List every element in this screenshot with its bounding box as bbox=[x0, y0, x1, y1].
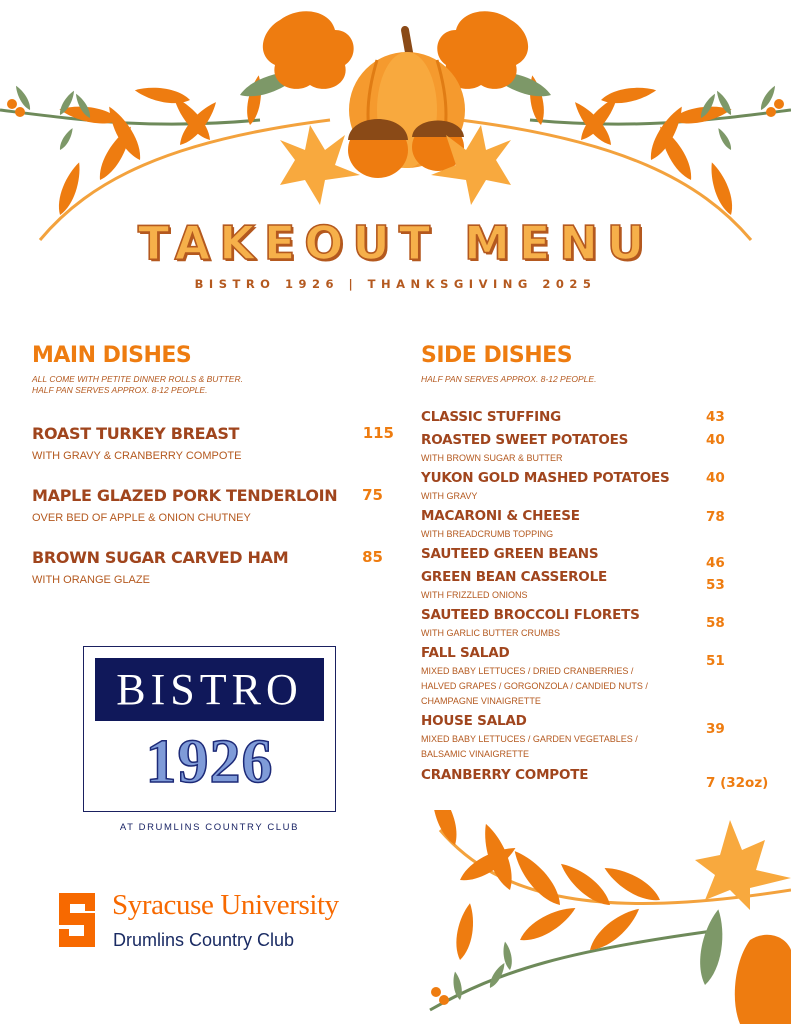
dish-description: WITH GRAVY bbox=[421, 491, 478, 501]
dish-name: ROAST TURKEY BREAST bbox=[32, 424, 240, 443]
bistro-logo-caption: AT DRUMLINS COUNTRY CLUB bbox=[119, 822, 300, 833]
dish-description: WITH FRIZZLED ONIONS bbox=[421, 590, 528, 600]
bistro-1926-logo bbox=[83, 646, 336, 812]
dish-description: WITH GARLIC BUTTER CRUMBS bbox=[421, 628, 561, 638]
drumlins-club-name: Drumlins Country Club bbox=[113, 930, 295, 950]
dish-name: BROWN SUGAR CARVED HAM bbox=[32, 548, 289, 567]
dish-price: 51 bbox=[706, 653, 725, 669]
dish-price: 39 bbox=[706, 721, 725, 737]
dish-name: CLASSIC STUFFING bbox=[421, 409, 561, 425]
dish-name: MACARONI & CHEESE bbox=[421, 508, 580, 524]
dish-price: 58 bbox=[706, 615, 725, 631]
dish-price: 40 bbox=[706, 470, 725, 486]
description-line: HALVED GRAPES / GORGONZOLA / CANDIED NUTS / bbox=[421, 681, 648, 691]
description-line: BALSAMIC VINAIGRETTE bbox=[421, 749, 530, 759]
dish-price: 40 bbox=[706, 432, 725, 448]
dish-name: MAPLE GLAZED PORK TENDERLOIN bbox=[32, 486, 338, 505]
page-subtitle: BISTRO 1926 | THANKSGIVING 2025 bbox=[194, 277, 597, 291]
bistro-logo-word: BISTRO bbox=[95, 658, 324, 721]
description-line: MIXED BABY LETTUCES / DRIED CRANBERRIES / bbox=[421, 666, 634, 676]
main-dishes-note-line: HALF PAN SERVES APPROX. 8-12 PEOPLE. bbox=[32, 385, 208, 395]
dish-name: ROASTED SWEET POTATOES bbox=[421, 432, 629, 448]
dish-price: 7 (32oz) bbox=[706, 775, 769, 791]
main-dishes-note bbox=[32, 374, 243, 396]
dish-price: 78 bbox=[706, 509, 725, 525]
page-title: TAKEOUT MENU bbox=[137, 216, 654, 270]
dish-name: HOUSE SALAD bbox=[421, 713, 527, 729]
syracuse-university-name: Syracuse University bbox=[112, 889, 339, 921]
dish-price: 85 bbox=[362, 548, 383, 566]
dish-name: YUKON GOLD MASHED POTATOES bbox=[421, 470, 670, 486]
dish-description: WITH BROWN SUGAR & BUTTER bbox=[421, 453, 563, 463]
dish-description: OVER BED OF APPLE & ONION CHUTNEY bbox=[32, 512, 251, 524]
main-dish-item bbox=[32, 486, 397, 524]
dish-price: 75 bbox=[362, 486, 383, 504]
description-line: MIXED BABY LETTUCES / GARDEN VEGETABLES / bbox=[421, 734, 638, 744]
dish-description bbox=[421, 664, 771, 709]
description-line: CHAMPAGNE VINAIGRETTE bbox=[421, 696, 541, 706]
syracuse-s-icon bbox=[55, 891, 99, 949]
dish-price: 46 bbox=[706, 555, 725, 571]
main-dish-item bbox=[32, 548, 397, 586]
dish-description: WITH BREADCRUMB TOPPING bbox=[421, 529, 554, 539]
bistro-logo-year: 1926 bbox=[145, 728, 274, 796]
dish-description: WITH ORANGE GLAZE bbox=[32, 574, 150, 586]
dish-description: WITH GRAVY & CRANBERRY COMPOTE bbox=[32, 450, 242, 462]
dish-name: CRANBERRY COMPOTE bbox=[421, 767, 589, 783]
dish-price: 115 bbox=[362, 424, 394, 442]
dish-price: 53 bbox=[706, 577, 725, 593]
dish-price: 43 bbox=[706, 409, 725, 425]
dish-name: FALL SALAD bbox=[421, 645, 510, 661]
dish-name: SAUTEED BROCCOLI FLORETS bbox=[421, 607, 640, 623]
main-dishes-note-line: ALL COME WITH PETITE DINNER ROLLS & BUTTER. bbox=[32, 374, 243, 384]
side-dishes-heading: SIDE DISHES bbox=[421, 343, 573, 368]
dish-name: SAUTEED GREEN BEANS bbox=[421, 546, 599, 562]
main-dishes-heading: MAIN DISHES bbox=[32, 343, 192, 368]
dish-name: GREEN BEAN CASSEROLE bbox=[421, 569, 607, 585]
autumn-garland-bottom bbox=[420, 810, 791, 1024]
main-dish-item bbox=[32, 424, 397, 462]
side-dishes-note: HALF PAN SERVES APPROX. 8-12 PEOPLE. bbox=[421, 374, 597, 384]
